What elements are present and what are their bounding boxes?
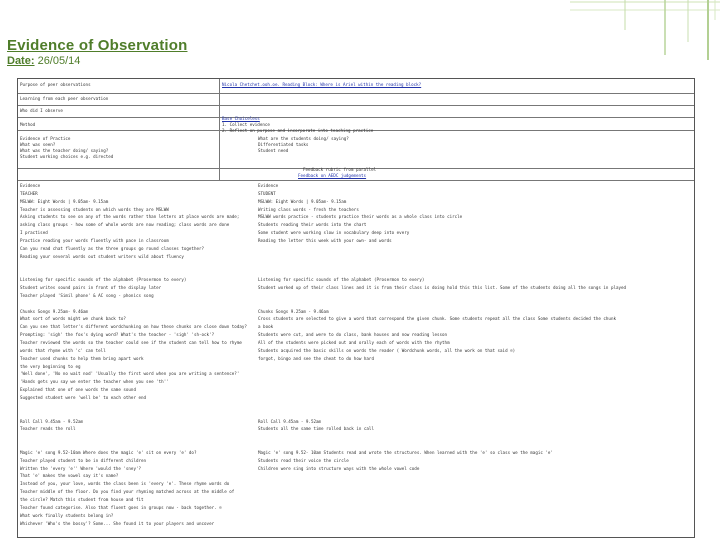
evidence-line: MSLWW: Eight Words | 9.05am- 9.15am	[258, 198, 347, 204]
method-line: 1. Collect evidence	[222, 122, 270, 127]
evidence-line: Can you read chat fluently as the three groups go round classes together?	[20, 245, 205, 251]
purpose-value: Nicola Chetchet.ooh.oe. Reading Block: Where is Ariel within the reading block?	[222, 82, 422, 87]
evidence-line: Students acquired the basic skills on words the reader ( Wordchunk words, all the work on that said ☺)	[258, 347, 516, 353]
evidence-line: I practised	[20, 230, 48, 236]
evidence-line: Teacher reads the roll	[20, 426, 76, 432]
evidence-line: STUDENT	[258, 190, 276, 196]
evidence-line: Suggested student were 'well be' to each other end	[20, 394, 147, 400]
evidence-line: the very beginning to eg	[20, 363, 81, 369]
date-label: Date:	[7, 55, 35, 67]
method-line: Base Choiceless	[222, 116, 260, 121]
evidence-line: forgot, bingo and see the cheat to do how hard	[258, 355, 374, 361]
method-label: Method	[20, 122, 36, 127]
evidence-line: Teacher is assessing students on which words they are MSLWW	[20, 206, 169, 212]
evidence-line: Prompting: 'sigh' the fox's dying word? What's the teacher - 'sigh' 'sh-ock'?	[20, 332, 215, 338]
evidence-line: Teacher used chunks to help them bring apart work	[20, 355, 144, 361]
evidence-line: Whichever 'Who's the bossy'? Some... She found it to your players and uncover	[20, 520, 215, 526]
evidence-line: Magic 'e' song 9.52-10am Where does the magic 'e' sit on every 'e' do?	[20, 449, 197, 455]
evidence-line: Evidence	[20, 183, 41, 188]
decorative-corner-lines	[570, 0, 720, 60]
evidence-line: What work finally students belong in?	[20, 512, 114, 518]
evidence-value: What are the students doing/ saying?	[258, 136, 349, 141]
evidence-line: Asking students to see on any of the words rather than letters at place words are made;	[20, 214, 240, 220]
evidence-line: Reading the letter this week with your own- and words	[258, 237, 392, 243]
evidence-line: All of the students were picked out and orally each of words with the rhythm	[258, 340, 450, 345]
evidence-line: Evidence	[258, 183, 279, 188]
evidence-label: What was the teacher doing/ saying?	[20, 148, 109, 153]
evidence-line: 'Hands gets you say we enter the teacher when you see 'th''	[20, 379, 169, 385]
date-line	[7, 55, 80, 67]
row-divider	[18, 93, 694, 94]
evidence-line: Reading your several words out student writers wild about fluency	[20, 253, 184, 259]
evidence-line: Listening for specific sounds of the alphabet (Prosermon to every)	[20, 277, 187, 283]
centre-note: Feedback on AEDC judgements	[298, 173, 367, 178]
evidence-line: That 'e' makes the vowel say it's name?	[20, 473, 119, 479]
evidence-line: MSLWW: Eight Words | 9.05am- 9.15am	[20, 198, 109, 204]
evidence-line: Chunks Songs 9.25am- 9.46am	[20, 308, 89, 314]
evidence-line: Teacher middle of the floor. Do you find your rhyming matched across at the middle of	[20, 489, 235, 495]
evidence-line: Chunks Songs 9.25am - 9.46am	[258, 308, 329, 314]
evidence-line: Explained that one of one words the same sound	[20, 387, 136, 393]
evidence-value: Student need	[258, 148, 289, 153]
evidence-line: Students read their voice the circle	[258, 457, 349, 463]
evidence-line: Teacher played 'Simil phone' & AC song - phonics song	[20, 292, 154, 298]
evidence-line: Instead of you, your love, words the class been is 'every 'e'. These rhyme words do	[20, 481, 230, 487]
column-divider	[219, 79, 220, 180]
evidence-line: Students all the same time rolled back in call	[258, 426, 374, 432]
evidence-line: Teacher reviewed the words so the teacher could see if the student can tell how to rhyme	[20, 340, 242, 345]
evidence-line: TEACHER	[20, 190, 38, 196]
evidence-line: the circle? Match this student from house and fit	[20, 497, 144, 502]
evidence-line: Writing class words - fresh the teachers	[258, 206, 359, 212]
evidence-line: a book	[258, 324, 274, 330]
evidence-line: words that rhyme with 'c' can tell	[20, 347, 106, 353]
date-value: 26/05/14	[34, 55, 81, 67]
evidence-line: Teacher found categorise. Also that fluent goes in groups now - back together. ☺	[20, 504, 222, 510]
page-title: Evidence of Observation	[7, 37, 188, 54]
evidence-line: Children were sing into structure ways with the whole vowel code	[258, 465, 420, 471]
evidence-line: Listening for specific sounds of the alphabet (Prosermon to every)	[258, 277, 425, 283]
evidence-line: asking class groups - how some of whole words are now reading; class words are done	[20, 222, 230, 228]
row-divider	[18, 180, 694, 181]
evidence-line: Practice reading your words fluently with pace in classroom	[20, 237, 169, 243]
evidence-line: MSLWW words practice - students practice their words as a whole class into circle	[258, 214, 463, 220]
evidence-line: Roll Call 9.45am - 9.52am	[20, 418, 84, 424]
evidence-label: Evidence of Practice	[20, 136, 71, 141]
who-label: Who did I observe	[20, 108, 63, 113]
observation-table	[17, 78, 695, 538]
evidence-line: Can you see that letter's different wordchunking on how these chunks are close down today?	[20, 324, 247, 330]
evidence-line: Student worked up of their class lines and it is from their class is doing hold this this list. Some of the students doing all the songs in played	[258, 285, 627, 291]
evidence-line: Teacher played student to be in different children	[20, 457, 147, 463]
evidence-line: What sort of words might we chunk back to?	[20, 316, 126, 322]
evidence-value: Differentiated tasks	[258, 142, 309, 147]
learning-label: Learning from each peer observation	[20, 96, 109, 101]
centre-note: Feedback rubric from parallel	[303, 167, 377, 172]
evidence-line: Magic 'e' song 9.52- 10am Students read and wrote the structures. When learned with the 'e' so class we the magic 'e'	[258, 449, 553, 455]
evidence-label: What was seen?	[20, 142, 56, 147]
evidence-line: Student writes sound pairs in front of the display later	[20, 285, 162, 291]
row-divider	[18, 117, 694, 118]
evidence-label: Student working choices e.g. directed	[20, 154, 114, 159]
row-divider	[18, 105, 694, 106]
evidence-line: Students reading their words into the chart	[258, 222, 367, 228]
method-line: 2. Reflect on purpose and incorporate into teaching practice	[222, 128, 374, 133]
evidence-line: Roll Call 9.45am - 9.52am	[258, 418, 322, 424]
evidence-line: Written the 'every 'e'' Where 'would the 'sney'?	[20, 465, 142, 471]
evidence-line: Some student were working slow in vocabulary deep into every	[258, 230, 410, 236]
evidence-line: 'Well done', 'No no wait nod' 'Usually the first word when you are writing a sentence?'	[20, 371, 240, 377]
evidence-line: Students were cut, and were to do class, bank houses and now reading lesson	[258, 332, 448, 338]
evidence-line: Cross students are selected to give a word that correspond the given chunk. Some students repeat all the class Some students decided the chunk	[258, 316, 616, 322]
purpose-label: Purpose of peer observations	[20, 82, 91, 87]
